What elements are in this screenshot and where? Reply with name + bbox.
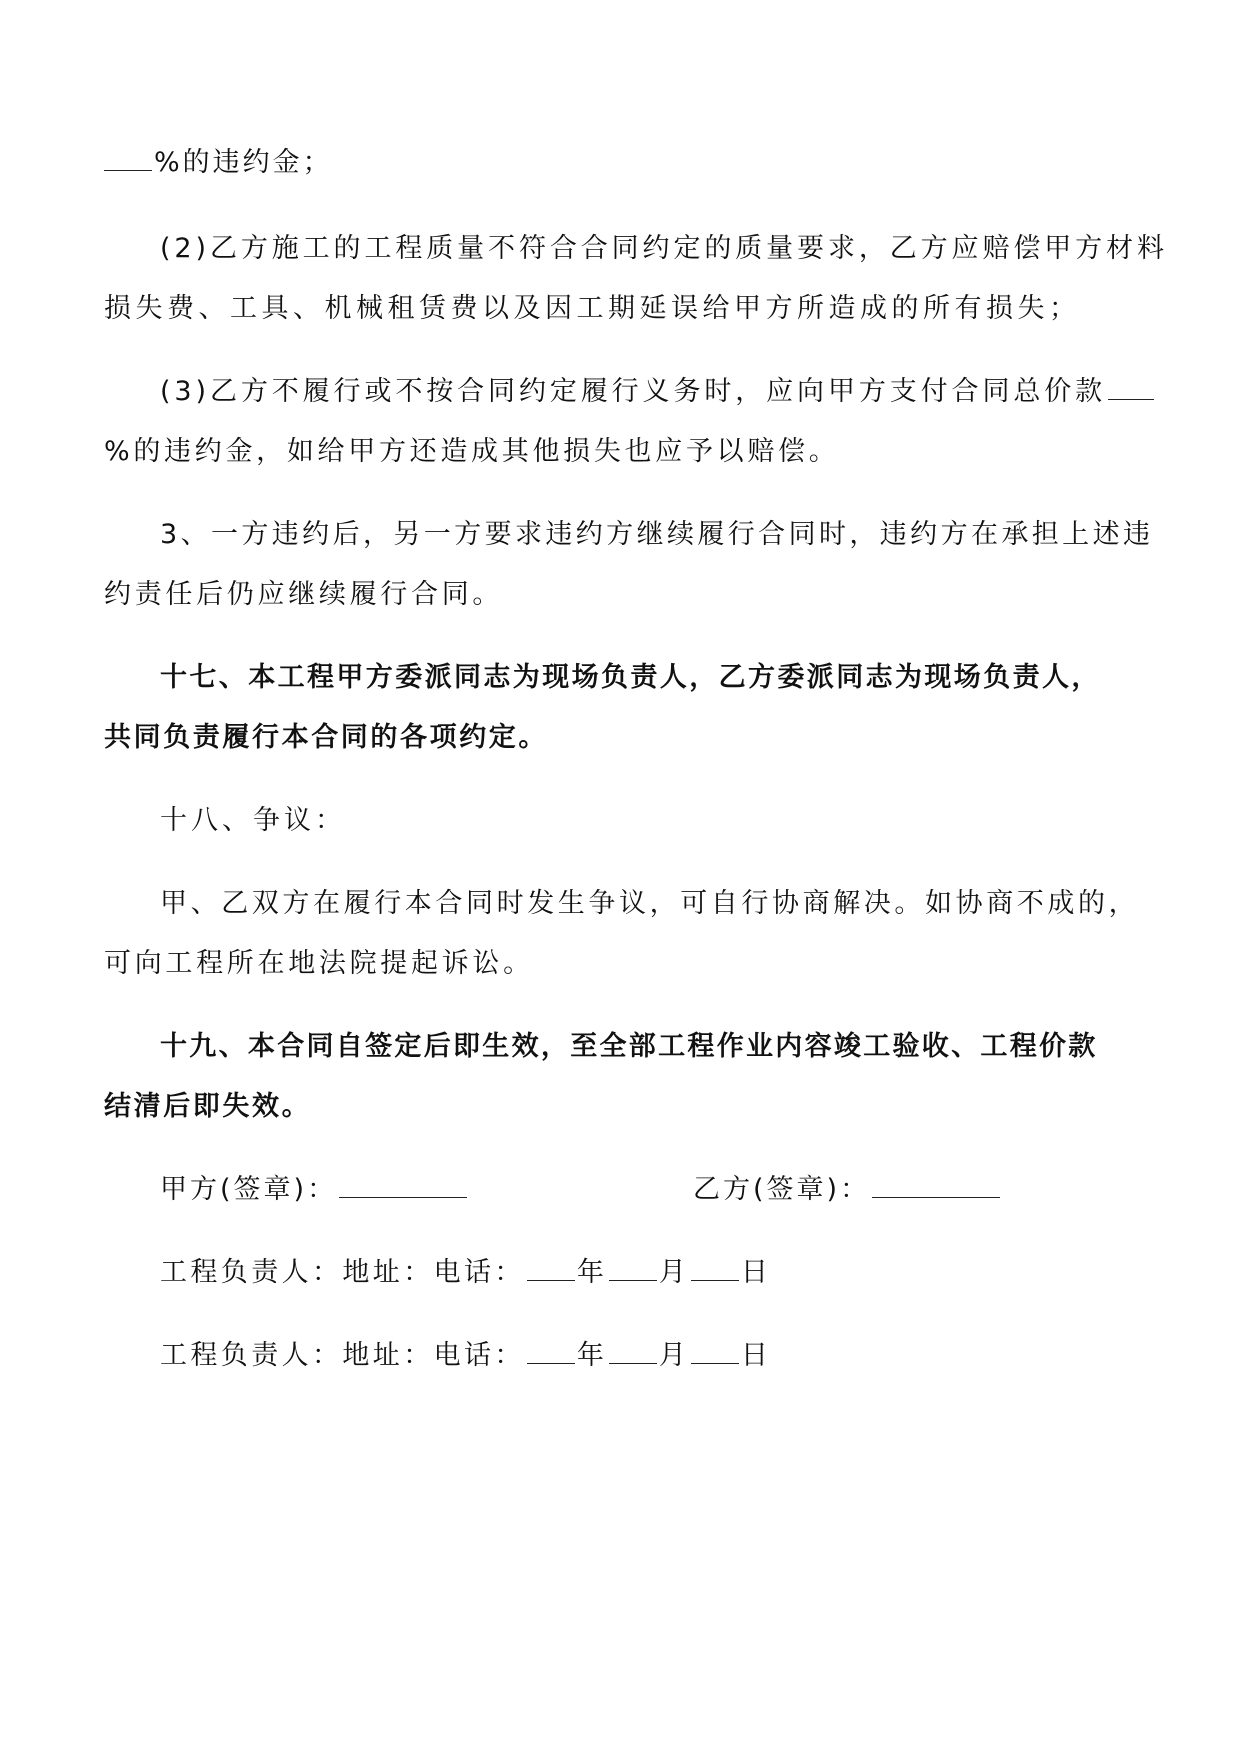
contact-label-2: 工程负责人：地址：电话： <box>160 1340 525 1371</box>
text-line-14: 结清后即失效。 <box>104 1091 312 1122</box>
text-line-09: 共同负责履行本合同的各项约定。 <box>104 722 548 753</box>
text-line-10: 十八、争议： <box>160 805 346 836</box>
text-line-03: 损失费、工具、机械租赁费以及因工期延误给甲方所造成的所有损失； <box>104 293 1081 324</box>
day-label-2: 日 <box>740 1340 771 1371</box>
article-17-line-2 <box>104 721 548 755</box>
day-blank-2[interactable] <box>691 1339 739 1364</box>
total-price-percent-blank[interactable] <box>1108 375 1154 400</box>
party-b-signature <box>693 1173 1002 1207</box>
clause-3-line-1 <box>160 375 1156 409</box>
month-blank-2[interactable] <box>609 1339 657 1364</box>
day-blank-1[interactable] <box>691 1256 739 1281</box>
clause-breach-line-1 <box>160 518 1153 552</box>
year-label-2: 年 <box>576 1340 607 1371</box>
party-b-signature-blank[interactable] <box>872 1173 1000 1198</box>
article-19-line-1 <box>160 1030 1098 1064</box>
contact-label-1: 工程负责人：地址：电话： <box>160 1257 525 1288</box>
month-label-2: 月 <box>658 1340 689 1371</box>
text-line-05: %的违约金，如给甲方还造成其他损失也应予以赔偿。 <box>104 436 840 467</box>
year-blank-2[interactable] <box>527 1339 575 1364</box>
contact-row-2 <box>160 1339 771 1373</box>
text-line-07: 约责任后仍应继续履行合同。 <box>104 579 504 610</box>
text-line-02: (2)乙方施工的工程质量不符合合同约定的质量要求，乙方应赔偿甲方材料 <box>160 233 1168 264</box>
party-a-label: 甲方(签章)： <box>160 1174 338 1205</box>
clause-breach-line-2 <box>104 578 503 612</box>
contact-row-1 <box>160 1256 771 1290</box>
text-line-01: %的违约金； <box>154 147 333 178</box>
month-blank-1[interactable] <box>609 1256 657 1281</box>
year-blank-1[interactable] <box>527 1256 575 1281</box>
article-19-line-2 <box>104 1090 311 1124</box>
clause-3-line-2 <box>104 435 839 469</box>
clause-2-line-2 <box>104 292 1081 326</box>
text-line-04: (3)乙方不履行或不按合同约定履行义务时，应向甲方支付合同总价款 <box>160 376 1107 407</box>
year-label-1: 年 <box>576 1257 607 1288</box>
article-18-heading <box>160 804 346 838</box>
party-a-signature <box>160 1173 469 1207</box>
text-line-06: 3、一方违约后，另一方要求违约方继续履行合同时，违约方在承担上述违 <box>160 519 1154 550</box>
percent-blank[interactable] <box>104 146 152 171</box>
dispute-line-2 <box>104 947 534 981</box>
month-label-1: 月 <box>658 1257 689 1288</box>
text-line-12: 可向工程所在地法院提起诉讼。 <box>104 948 534 979</box>
party-a-signature-blank[interactable] <box>339 1173 467 1198</box>
article-17-line-1 <box>160 661 1101 695</box>
day-label-1: 日 <box>740 1257 771 1288</box>
text-line-13: 十九、本合同自签定后即生效，至全部工程作业内容竣工验收、工程价款 <box>160 1031 1098 1062</box>
text-line-08: 十七、本工程甲方委派同志为现场负责人，乙方委派同志为现场负责人， <box>160 662 1101 693</box>
clause-2-line-1 <box>160 232 1168 266</box>
party-b-label: 乙方(签章)： <box>693 1174 871 1205</box>
clause-penalty-percent-line <box>104 146 333 180</box>
text-line-11: 甲、乙双方在履行本合同时发生争议，可自行协商解决。如协商不成的， <box>160 888 1140 919</box>
dispute-line-1 <box>160 887 1139 921</box>
